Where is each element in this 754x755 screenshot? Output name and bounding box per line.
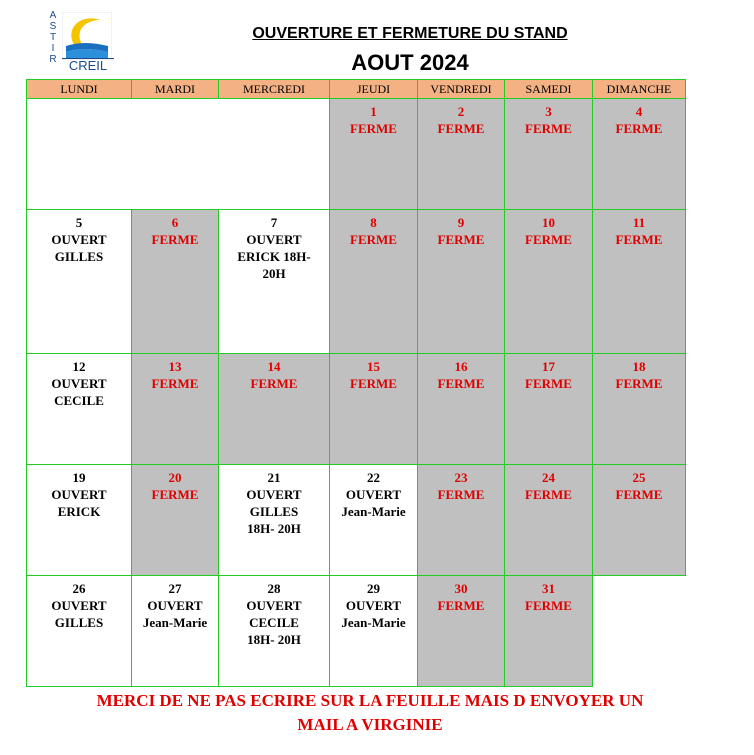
day-status: OUVERT xyxy=(147,598,203,613)
day-detail: ERICK xyxy=(57,504,101,519)
day-detail: ERICK 18H- xyxy=(237,249,311,264)
day-status: FERME xyxy=(437,121,485,136)
day-number: 8 xyxy=(370,215,377,230)
day-cell-28 xyxy=(219,576,330,687)
logo-emblem-icon xyxy=(62,12,112,60)
day-detail: 20H xyxy=(262,266,286,281)
day-cell-18 xyxy=(593,354,686,465)
day-number: 9 xyxy=(457,215,465,230)
day-cell-17 xyxy=(505,354,593,465)
calendar-table xyxy=(26,79,686,687)
week-row xyxy=(27,354,686,465)
day-cell-29 xyxy=(330,576,418,687)
weekday-header-lundi: LUNDI xyxy=(27,80,132,99)
day-detail: GILLES xyxy=(54,615,104,630)
day-cell-23 xyxy=(418,465,505,576)
logo-bottom-text: CREIL xyxy=(62,58,114,73)
day-status: FERME xyxy=(350,376,397,391)
day-number: 2 xyxy=(457,104,465,119)
day-number: 25 xyxy=(632,470,646,485)
day-cell-6 xyxy=(132,210,219,354)
day-detail: Jean-Marie xyxy=(341,504,406,519)
weekday-header-samedi: SAMEDI xyxy=(505,80,593,99)
day-number: 11 xyxy=(632,215,646,230)
blank-cell xyxy=(593,576,686,687)
day-cell-27 xyxy=(132,576,219,687)
page-title: OUVERTURE ET FERMETURE DU STAND xyxy=(252,25,568,42)
day-status: FERME xyxy=(151,376,199,391)
day-number: 24 xyxy=(542,470,555,485)
day-detail: Jean-Marie xyxy=(142,615,208,630)
day-status: OUVERT xyxy=(345,598,402,613)
day-cell-8 xyxy=(330,210,418,354)
weekday-header-row xyxy=(27,80,686,99)
day-status: OUVERT xyxy=(51,232,107,247)
day-number: 17 xyxy=(542,359,555,374)
day-detail: GILLES xyxy=(54,249,104,264)
day-status: FERME xyxy=(525,598,572,613)
day-number: 21 xyxy=(267,470,281,485)
day-number: 28 xyxy=(267,581,281,596)
day-status: FERME xyxy=(615,121,663,136)
day-number: 20 xyxy=(168,470,182,485)
empty-day-cell xyxy=(27,99,330,210)
day-status: FERME xyxy=(151,487,199,502)
day-cell-5 xyxy=(27,210,132,354)
day-status: FERME xyxy=(525,232,572,247)
day-detail: GILLES xyxy=(249,504,299,519)
day-cell-2 xyxy=(418,99,505,210)
weekday-header-jeudi: JEUDI xyxy=(330,80,418,99)
day-detail: Jean-Marie xyxy=(341,615,406,630)
weekday-header-vendredi: VENDREDI xyxy=(418,80,505,99)
day-cell-3 xyxy=(505,99,593,210)
day-number: 18 xyxy=(632,359,646,374)
day-status: FERME xyxy=(437,376,485,391)
day-number: 27 xyxy=(168,581,182,596)
day-number: 30 xyxy=(454,581,468,596)
day-number: 16 xyxy=(454,359,468,374)
day-cell-26 xyxy=(27,576,132,687)
day-status: OUVERT xyxy=(51,598,107,613)
day-detail: 18H- 20H xyxy=(247,632,301,647)
day-status: OUVERT xyxy=(345,487,402,502)
page-subtitle-month: AOUT 2024 xyxy=(351,50,469,75)
day-cell-9 xyxy=(418,210,505,354)
weekday-header-mercredi: MERCREDI xyxy=(219,80,330,99)
day-status: OUVERT xyxy=(51,487,107,502)
day-status: FERME xyxy=(250,376,298,391)
day-number: 22 xyxy=(367,470,380,485)
footer-line-1: MERCI DE NE PAS ECRIRE SUR LA FEUILLE MAIS D ENVOYER UN xyxy=(96,691,644,710)
logo-vertical-text: A S T I R xyxy=(49,10,57,65)
day-number: 6 xyxy=(171,215,179,230)
day-cell-4 xyxy=(593,99,686,210)
week-row xyxy=(27,465,686,576)
day-status: FERME xyxy=(525,376,572,391)
day-number: 15 xyxy=(367,359,380,374)
day-detail: CECILE xyxy=(249,615,299,630)
day-number: 5 xyxy=(75,215,83,230)
day-status: FERME xyxy=(615,232,663,247)
day-cell-15 xyxy=(330,354,418,465)
day-number: 1 xyxy=(370,104,377,119)
day-cell-30 xyxy=(418,576,505,687)
day-status: FERME xyxy=(615,487,663,502)
week-row xyxy=(27,99,686,210)
day-cell-13 xyxy=(132,354,219,465)
week-row xyxy=(27,576,686,687)
day-cell-16 xyxy=(418,354,505,465)
day-status: FERME xyxy=(437,232,485,247)
day-status: OUVERT xyxy=(246,598,302,613)
day-cell-14 xyxy=(219,354,330,465)
day-status: FERME xyxy=(437,598,485,613)
astir-creil-logo xyxy=(44,8,116,74)
day-cell-25 xyxy=(593,465,686,576)
day-status: FERME xyxy=(615,376,663,391)
day-number: 7 xyxy=(270,215,278,230)
day-cell-10 xyxy=(505,210,593,354)
day-number: 12 xyxy=(72,359,86,374)
day-number: 4 xyxy=(635,104,643,119)
day-number: 31 xyxy=(542,581,555,596)
day-detail: 18H- 20H xyxy=(247,521,301,536)
week-row xyxy=(27,210,686,354)
day-cell-31 xyxy=(505,576,593,687)
day-cell-22 xyxy=(330,465,418,576)
day-number: 14 xyxy=(267,359,281,374)
day-status: FERME xyxy=(525,487,572,502)
day-cell-19 xyxy=(27,465,132,576)
day-cell-11 xyxy=(593,210,686,354)
day-cell-24 xyxy=(505,465,593,576)
day-number: 23 xyxy=(454,470,468,485)
day-number: 10 xyxy=(542,215,555,230)
weekday-header-mardi: MARDI xyxy=(132,80,219,99)
day-number: 26 xyxy=(72,581,86,596)
day-detail: CECILE xyxy=(54,393,104,408)
day-status: OUVERT xyxy=(246,232,302,247)
day-cell-1 xyxy=(330,99,418,210)
calendar-body xyxy=(27,99,686,687)
day-status: OUVERT xyxy=(51,376,107,391)
footer-line-2: MAIL A VIRGINIE xyxy=(297,715,443,734)
day-cell-12 xyxy=(27,354,132,465)
day-status: OUVERT xyxy=(246,487,302,502)
footer-notice xyxy=(20,689,720,737)
day-number: 3 xyxy=(545,104,552,119)
day-status: FERME xyxy=(350,121,397,136)
day-cell-7 xyxy=(219,210,330,354)
day-cell-21 xyxy=(219,465,330,576)
weekday-header-dimanche: DIMANCHE xyxy=(593,80,686,99)
day-status: FERME xyxy=(151,232,199,247)
day-status: FERME xyxy=(525,121,572,136)
day-status: FERME xyxy=(350,232,397,247)
day-number: 13 xyxy=(168,359,182,374)
day-number: 29 xyxy=(367,581,380,596)
day-number: 19 xyxy=(72,470,86,485)
day-status: FERME xyxy=(437,487,485,502)
day-cell-20 xyxy=(132,465,219,576)
